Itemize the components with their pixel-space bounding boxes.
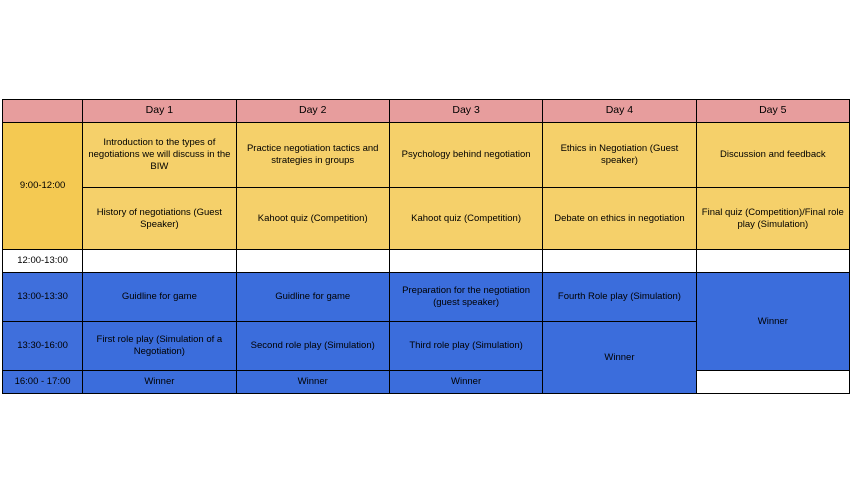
cell-day4-morning-1: Ethics in Negotiation (Guest speaker) xyxy=(543,123,696,188)
header-day-1: Day 1 xyxy=(83,100,236,123)
header-corner-cell xyxy=(3,100,83,123)
schedule-table-container xyxy=(2,99,850,394)
cell-day1-winner: Winner xyxy=(83,371,236,394)
time-label-16-17: 16:00 - 17:00 xyxy=(3,371,83,394)
table-header-row xyxy=(3,100,850,123)
cell-day4-lunch xyxy=(543,250,696,273)
header-day-2: Day 2 xyxy=(236,100,389,123)
cell-day2-afternoon-2: Second role play (Simulation) xyxy=(236,322,389,371)
cell-day3-lunch xyxy=(389,250,542,273)
table-row xyxy=(3,250,850,273)
cell-day2-afternoon-1: Guidline for game xyxy=(236,273,389,322)
cell-day1-morning-1: Introduction to the types of negotiations we will discuss in the BIW xyxy=(83,123,236,188)
cell-day4-afternoon-winner: Winner xyxy=(543,322,696,394)
weekly-schedule-table xyxy=(2,99,850,394)
cell-day5-afternoon-winner: Winner xyxy=(696,273,849,371)
table-row xyxy=(3,123,850,188)
cell-day4-afternoon-1: Fourth Role play (Simulation) xyxy=(543,273,696,322)
cell-day1-lunch xyxy=(83,250,236,273)
table-row xyxy=(3,371,850,394)
cell-day2-morning-1: Practice negotiation tactics and strategies in groups xyxy=(236,123,389,188)
table-row xyxy=(3,188,850,250)
cell-day3-morning-1: Psychology behind negotiation xyxy=(389,123,542,188)
cell-day3-afternoon-1: Preparation for the negotiation (guest speaker) xyxy=(389,273,542,322)
cell-day3-winner: Winner xyxy=(389,371,542,394)
cell-day3-afternoon-2: Third role play (Simulation) xyxy=(389,322,542,371)
header-day-3: Day 3 xyxy=(389,100,542,123)
time-label-9-12: 9:00-12:00 xyxy=(3,123,83,250)
cell-day5-morning-2: Final quiz (Competition)/Final role play (Simulation) xyxy=(696,188,849,250)
table-row xyxy=(3,273,850,322)
cell-day2-morning-2: Kahoot quiz (Competition) xyxy=(236,188,389,250)
cell-day1-afternoon-1: Guidline for game xyxy=(83,273,236,322)
cell-day5-morning-1: Discussion and feedback xyxy=(696,123,849,188)
time-label-12-13: 12:00-13:00 xyxy=(3,250,83,273)
cell-day2-winner: Winner xyxy=(236,371,389,394)
cell-day2-lunch xyxy=(236,250,389,273)
cell-day4-morning-2: Debate on ethics in negotiation xyxy=(543,188,696,250)
cell-day3-morning-2: Kahoot quiz (Competition) xyxy=(389,188,542,250)
time-label-1330-16: 13:30-16:00 xyxy=(3,322,83,371)
time-label-13-1330: 13:00-13:30 xyxy=(3,273,83,322)
cell-day1-morning-2: History of negotiations (Guest Speaker) xyxy=(83,188,236,250)
header-day-5: Day 5 xyxy=(696,100,849,123)
cell-day1-afternoon-2: First role play (Simulation of a Negotiation) xyxy=(83,322,236,371)
header-day-4: Day 4 xyxy=(543,100,696,123)
cell-day5-lunch xyxy=(696,250,849,273)
